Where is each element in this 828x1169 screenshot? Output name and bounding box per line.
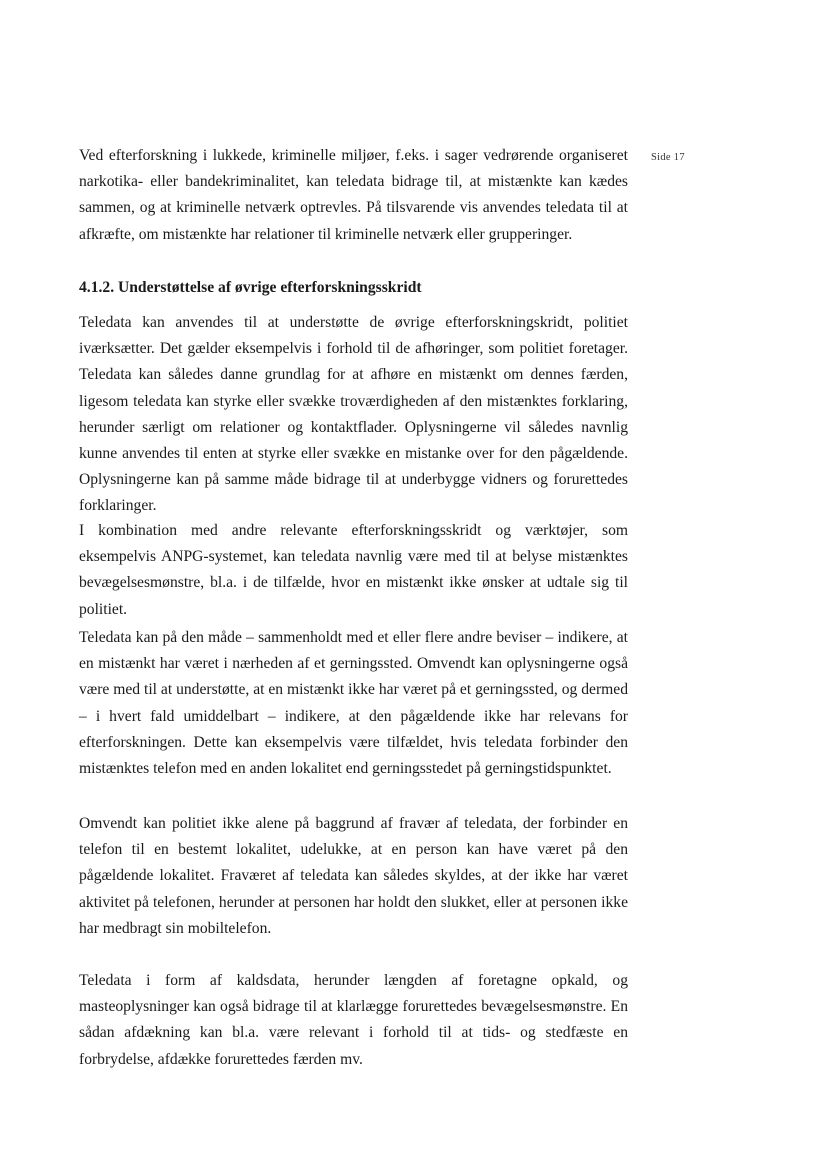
paragraph-6: Teledata i form af kaldsdata, herunder længden af foretagne opkald, og masteoplysninger kan også bidrage til at klarlægge forurettedes bevægelsesmønstre. En sådan afdækning kan bl.a. være relevant i forhold til at tids- og stedfæste en forbrydelse, afdække forurettedes færden mv. <box>79 972 628 1068</box>
paragraph-5: Omvendt kan politiet ikke alene på baggrund af fravær af teledata, der forbinder en telefon til en bestemt lokalitet, udelukke, at en person kan have været på den pågældende lokalitet. Fraværet af teledata kan således skyldes, at der ikke har været aktivitet på telefonen, herunder at personen har holdt den slukket, eller at personen ikke har medbragt sin mobiltelefon. <box>79 815 628 937</box>
paragraph-1: Ved efterforskning i lukkede, kriminelle miljøer, f.eks. i sager vedrørende organiseret narkotika- eller bandekriminalitet, kan teledata bidrage til, at mistænkte kan kædes sammen, og at kriminelle netværk optrevles. På tilsvarende vis anvendes teledata til at afkræfte, om mistænkte har relationer til kriminelle netværk eller grupperinger. <box>79 147 628 243</box>
paragraph-3: I kombination med andre relevante efterforskningsskridt og værktøjer, som eksempelvis ANPG-systemet, kan teledata navnlig være med til at belyse mistænktes bevægelsesmønstre, bl.a. i de tilfælde, hvor en mistænkt ikke ønsker at udtale sig til politiet. <box>79 522 628 618</box>
section-heading: 4.1.2. Understøttelse af øvrige efterforskningsskridt <box>79 279 422 296</box>
page-number: Side 17 <box>651 152 685 163</box>
paragraph-4: Teledata kan på den måde – sammenholdt med et eller flere andre beviser – indikere, at en mistænkt har været i nærheden af et gerningssted. Omvendt kan oplysningerne også være med til at understøtte, at en mistænkt ikke har været på et gerningssted, og dermed – i hvert fald umiddelbart – indikere, at den pågældende ikke har relevans for efterforskningen. Dette kan eksempelvis være tilfældet, hvis teledata forbinder den mistænktes telefon med en anden lokalitet end gerningsstedet på gerningstidspunktet. <box>79 629 628 778</box>
paragraph-2: Teledata kan anvendes til at understøtte de øvrige efterforskningskridt, politiet iværksætter. Det gælder eksempelvis i forhold til de afhøringer, som politiet foretager. Teledata kan således danne grundlag for at afhøre en mistænkt om dennes færden, ligesom teledata kan styrke eller svække troværdigheden af den mistænktes forklaring, herunder særligt om relationer og kontaktflader. Oplysningerne vil således navnlig kunne anvendes til enten at styrke eller svække en mistanke over for den pågældende. Oplysningerne kan på samme måde bidrage til at underbygge vidners og forurettedes forklaringer. <box>79 314 628 515</box>
